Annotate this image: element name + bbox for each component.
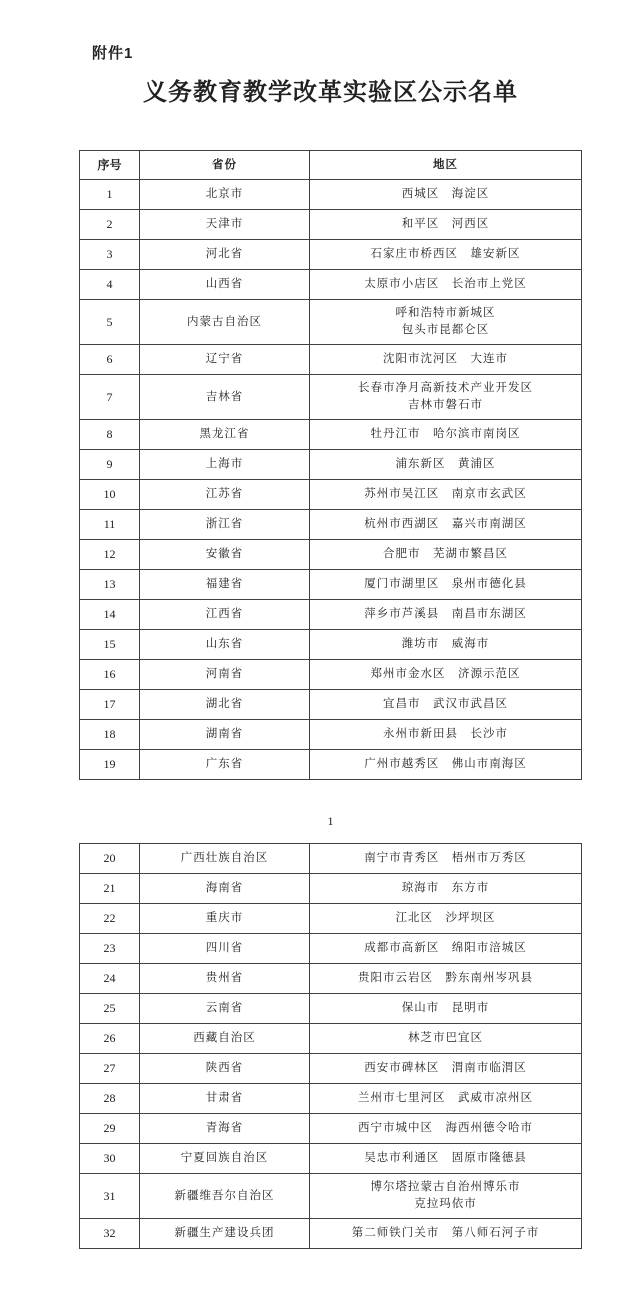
table-row [80,540,582,570]
region-line: 苏州市吴江区 南京市玄武区 [364,488,527,500]
region-cell [310,1084,582,1114]
table-row [80,964,582,994]
table-row [80,240,582,270]
row-number-cell: 3 [80,240,140,270]
region-line: 吉林市磐石市 [408,399,483,411]
region-cell [310,874,582,904]
region-line: 博尔塔拉蒙古自治州博乐市 [370,1181,521,1193]
row-number-cell: 32 [80,1219,140,1249]
table-row [80,450,582,480]
region-line: 郑州市金水区 济源示范区 [370,668,521,680]
region-cell [310,345,582,375]
table-row [80,570,582,600]
row-number-cell: 12 [80,540,140,570]
table-row [80,720,582,750]
region-line: 兰州市七里河区 武威市凉州区 [358,1092,533,1104]
row-number-cell: 8 [80,420,140,450]
region-cell [310,630,582,660]
table-row [80,1174,582,1219]
row-number-cell: 6 [80,345,140,375]
province-cell: 贵州省 [140,964,310,994]
province-cell: 海南省 [140,874,310,904]
row-number-cell: 16 [80,660,140,690]
province-cell: 辽宁省 [140,345,310,375]
region-line: 江北区 沙坪坝区 [395,912,496,924]
region-line: 克拉玛依市 [414,1198,477,1210]
region-line: 广州市越秀区 佛山市南海区 [364,758,527,770]
table-row [80,1024,582,1054]
region-line: 成都市高新区 绵阳市涪城区 [364,942,527,954]
region-cell [310,934,582,964]
region-cell [310,570,582,600]
region-cell [310,690,582,720]
province-cell: 山东省 [140,630,310,660]
region-cell [310,1054,582,1084]
region-line: 吴忠市利通区 固原市隆德县 [364,1152,527,1164]
region-line: 永州市新田县 长沙市 [383,728,508,740]
attachment-label: 附件1 [92,45,134,62]
region-line: 和平区 河西区 [401,218,490,230]
row-number-cell: 13 [80,570,140,600]
region-cell [310,420,582,450]
table-row [80,630,582,660]
row-number-cell: 1 [80,180,140,210]
region-line: 贵阳市云岩区 黔东南州岑巩县 [358,972,533,984]
table-row [80,180,582,210]
table-row [80,600,582,630]
region-line: 合肥市 芜湖市繁昌区 [383,548,508,560]
table-page2 [79,843,582,1249]
region-cell [310,1174,582,1219]
region-line: 林芝市巴宜区 [408,1032,483,1044]
table-row [80,1114,582,1144]
table-row [80,1054,582,1084]
row-number-cell: 19 [80,750,140,780]
province-cell: 北京市 [140,180,310,210]
row-number-cell: 2 [80,210,140,240]
region-cell [310,450,582,480]
table-row [80,690,582,720]
province-cell: 湖南省 [140,720,310,750]
province-cell: 黑龙江省 [140,420,310,450]
region-cell [310,904,582,934]
region-cell [310,180,582,210]
page-title: 义务教育教学改革实验区公示名单 [143,80,518,106]
table-row [80,480,582,510]
region-cell [310,1024,582,1054]
province-cell: 江苏省 [140,480,310,510]
region-line: 西城区 海淀区 [401,188,490,200]
row-number-cell: 14 [80,600,140,630]
region-line: 太原市小店区 长治市上党区 [364,278,527,290]
table-row [80,750,582,780]
row-number-cell: 17 [80,690,140,720]
table-row [80,994,582,1024]
row-number-cell: 26 [80,1024,140,1054]
table-row [80,210,582,240]
row-number-cell: 29 [80,1114,140,1144]
region-cell [310,300,582,345]
row-number-cell: 27 [80,1054,140,1084]
province-cell: 河南省 [140,660,310,690]
province-cell: 云南省 [140,994,310,1024]
region-line: 石家庄市桥西区 雄安新区 [370,248,521,260]
table-row [80,300,582,345]
region-line: 萍乡市芦溪县 南昌市东湖区 [364,608,527,620]
row-number-cell: 9 [80,450,140,480]
region-cell [310,210,582,240]
province-cell: 浙江省 [140,510,310,540]
row-number-cell: 7 [80,375,140,420]
region-cell [310,750,582,780]
row-number-cell: 4 [80,270,140,300]
region-cell [310,375,582,420]
row-number-cell: 10 [80,480,140,510]
region-cell [310,270,582,300]
region-line: 保山市 昆明市 [401,1002,490,1014]
table-header-row [80,151,582,180]
row-number-cell: 30 [80,1144,140,1174]
province-cell: 河北省 [140,240,310,270]
row-number-cell: 20 [80,844,140,874]
row-number-cell: 24 [80,964,140,994]
row-number-cell: 15 [80,630,140,660]
province-cell: 内蒙古自治区 [140,300,310,345]
region-line: 呼和浩特市新城区 [395,307,496,319]
province-cell: 宁夏回族自治区 [140,1144,310,1174]
province-cell: 新疆生产建设兵团 [140,1219,310,1249]
region-cell [310,1219,582,1249]
province-cell: 四川省 [140,934,310,964]
row-number-cell: 22 [80,904,140,934]
row-number-cell: 25 [80,994,140,1024]
row-number-cell: 21 [80,874,140,904]
row-number-cell: 11 [80,510,140,540]
province-cell: 陕西省 [140,1054,310,1084]
region-cell [310,994,582,1024]
province-cell: 西藏自治区 [140,1024,310,1054]
region-cell [310,240,582,270]
region-cell [310,510,582,540]
table-row [80,844,582,874]
page-number: 1 [327,814,334,828]
province-cell: 山西省 [140,270,310,300]
region-cell [310,720,582,750]
region-line: 包头市昆都仑区 [401,324,490,336]
table-row [80,660,582,690]
row-number-cell: 18 [80,720,140,750]
region-cell [310,600,582,630]
row-number-cell: 23 [80,934,140,964]
region-line: 杭州市西湖区 嘉兴市南湖区 [364,518,527,530]
row-number-cell: 28 [80,1084,140,1114]
table-row [80,1144,582,1174]
region-line: 南宁市青秀区 梧州市万秀区 [364,852,527,864]
region-line: 厦门市湖里区 泉州市德化县 [364,578,527,590]
region-line: 长春市净月高新技术产业开发区 [358,382,533,394]
region-line: 西宁市城中区 海西州德令哈市 [358,1122,533,1134]
table-row [80,420,582,450]
province-cell: 甘肃省 [140,1084,310,1114]
row-number-cell: 5 [80,300,140,345]
table-page1 [79,150,582,780]
table-row [80,345,582,375]
province-cell: 上海市 [140,450,310,480]
province-cell: 广西壮族自治区 [140,844,310,874]
table-row [80,1084,582,1114]
province-cell: 重庆市 [140,904,310,934]
region-cell [310,480,582,510]
row-number-cell: 31 [80,1174,140,1219]
region-cell [310,844,582,874]
header-cell-number: 序号 [80,151,140,180]
region-cell [310,1114,582,1144]
province-cell: 天津市 [140,210,310,240]
table-row [80,510,582,540]
region-cell [310,660,582,690]
province-cell: 广东省 [140,750,310,780]
region-cell [310,1144,582,1174]
region-line: 浦东新区 黄浦区 [395,458,496,470]
table-row [80,1219,582,1249]
region-line: 潍坊市 威海市 [401,638,490,650]
region-cell [310,540,582,570]
region-line: 沈阳市沈河区 大连市 [383,353,508,365]
table-row [80,934,582,964]
region-line: 牡丹江市 哈尔滨市南岗区 [370,428,521,440]
table-row [80,270,582,300]
header-cell-province: 省份 [140,151,310,180]
table-row [80,874,582,904]
table-row [80,375,582,420]
header-cell-region: 地区 [310,151,582,180]
region-line: 宜昌市 武汉市武昌区 [383,698,508,710]
province-cell: 青海省 [140,1114,310,1144]
province-cell: 吉林省 [140,375,310,420]
table-row [80,904,582,934]
region-line: 西安市碑林区 渭南市临渭区 [364,1062,527,1074]
province-cell: 福建省 [140,570,310,600]
province-cell: 新疆维吾尔自治区 [140,1174,310,1219]
region-cell [310,964,582,994]
province-cell: 湖北省 [140,690,310,720]
province-cell: 江西省 [140,600,310,630]
province-cell: 安徽省 [140,540,310,570]
region-line: 琼海市 东方市 [401,882,490,894]
region-line: 第二师铁门关市 第八师石河子市 [351,1227,540,1239]
